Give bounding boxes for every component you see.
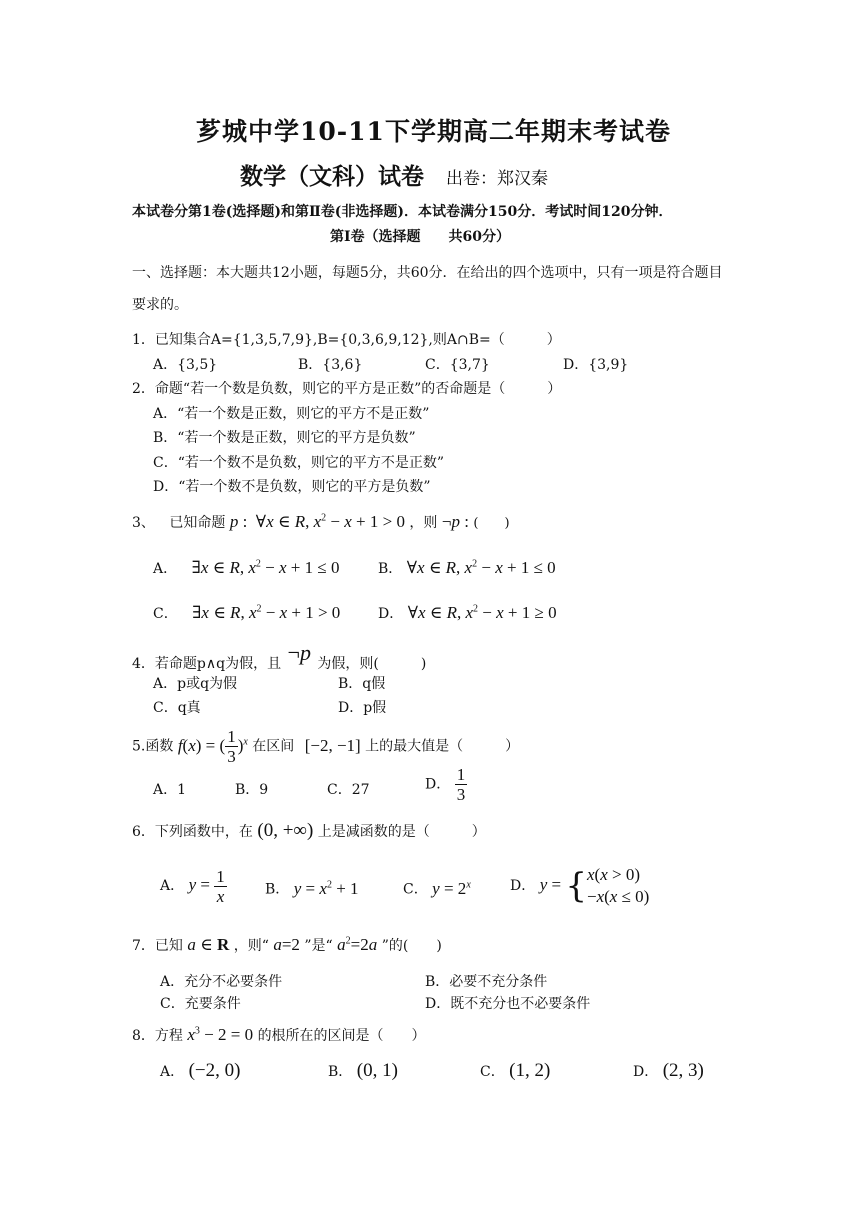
q8-stem-2: 的根所在的区间是（ ） (257, 1028, 426, 1044)
q6-option-b (265, 858, 359, 917)
q3-math-notp: ¬p : (441, 512, 469, 531)
q6-option-d-math: y = {x(x > 0) −x(x ≤ 0) (539, 865, 650, 907)
q1-option-b: B．{3,6} (298, 357, 363, 373)
q6-option-c-math: $y = 2^x$ (432, 878, 471, 898)
q6-interval: (0, +∞) (257, 820, 314, 841)
q2-option-c: C．“若一个数不是负数，则它的平方不是正数” (153, 455, 445, 471)
exam-title: 芗城中学10-11下学期高二年期末考试卷 (196, 117, 671, 146)
q8-stem-1: 8．方程 (132, 1028, 183, 1044)
q1-option-d: D．{3,9} (563, 357, 629, 373)
q5-option-c: C．27 (327, 782, 370, 798)
q4-option-c: C．q真 (153, 700, 201, 716)
q5-option-d-label: D． (425, 776, 451, 793)
q1-stem: 1．已知集合A={1,3,5,7,9},B={0,3,6,9,12},则A∩B=（ ） (132, 332, 561, 348)
q4-not-p: ¬p (287, 640, 311, 665)
q5-function: f(x) = ( $\frac{1}{3}$ )$^x$ (177, 727, 248, 767)
q2-stem: 2．命题“若一个数是负数，则它的平方是正数”的否命题是（ ） (132, 381, 562, 397)
q3-option-b (378, 558, 556, 578)
q8-option-b-math: (0, 1) (356, 1060, 398, 1081)
q3-option-d-math: ∀x ∈ R, $x^2 - x + 1 \ge 0$ (407, 603, 557, 622)
q8-option-b-label: B． (328, 1064, 353, 1080)
q2-option-b: B．“若一个数是正数，则它的平方是负数” (153, 430, 416, 446)
q2-option-a: A．“若一个数是正数，则它的平方不是正数” (153, 406, 430, 422)
q8-option-a-label: A． (160, 1064, 185, 1080)
q7-stem-4: ”的( ) (381, 938, 442, 954)
q6-option-a (160, 858, 227, 913)
q3-option-a-math: ∃x ∈ R, $x^2 - x + 1 \le 0$ (191, 558, 340, 577)
author-label: 出卷：郑汉秦 (446, 169, 549, 189)
q5-number: 5.函数 (132, 738, 174, 755)
q3-option-a (153, 558, 339, 578)
q3-number: 3、 (132, 515, 155, 531)
q6-option-b-label: B． (265, 881, 290, 898)
q3-text-2: ，则 (409, 515, 438, 531)
q8-equation: $x^3 - 2 = 0$ (187, 1025, 254, 1044)
q5-option-a: A．1 (153, 782, 187, 798)
q1-option-a: A．{3,5} (153, 357, 218, 373)
q6-option-d-label: D． (510, 878, 536, 894)
q4-stem (132, 640, 427, 674)
q4-stem-a: 4．若命题p∧q为假，且 (132, 656, 282, 672)
q6-stem-a: 6．下列函数中，在 (132, 824, 253, 840)
q8-option-a-math: (−2, 0) (188, 1060, 241, 1081)
q3-stem (132, 512, 510, 532)
q7-option-d: D．既不充分也不必要条件 (425, 996, 591, 1012)
q7-stem-3: ”是“ (304, 938, 333, 954)
q2-option-d: D．“若一个数不是负数，则它的平方是负数” (153, 479, 431, 495)
q8-stem (132, 1025, 426, 1045)
q3-option-c-label: C． (153, 606, 178, 622)
subtitle-text: 数学（文科）试卷 (240, 163, 424, 190)
q8-option-d (633, 1060, 704, 1082)
q7-stem-1: 7．已知 (132, 938, 183, 954)
q6-option-c-label: C． (403, 881, 428, 898)
q7-stem (132, 935, 442, 955)
q3-text-1: 已知命题 (169, 515, 226, 531)
instructions-line-2: 要求的。 (132, 297, 188, 313)
q5-tail: 上的最大值是（ ） (365, 738, 520, 755)
q3-option-c-math: ∃x ∈ R, $x^2 - x + 1 > 0$ (192, 603, 341, 622)
q3-option-d (378, 603, 557, 623)
q7-option-c: C．充要条件 (160, 996, 241, 1012)
q7-math-3: $a^2=2a$ (337, 935, 378, 954)
q7-math-1: a ∈ R (187, 935, 230, 954)
q6-option-a-label: A． (160, 878, 185, 894)
q8-option-c (480, 1060, 550, 1082)
q4-option-b: B．q假 (338, 676, 386, 692)
q7-stem-2: ，则“ (233, 938, 269, 954)
q3-option-c (153, 603, 340, 623)
q4-option-d: D．p假 (338, 700, 387, 716)
q7-math-2: a=2 (273, 935, 300, 954)
q8-option-d-math: (2, 3) (662, 1060, 704, 1081)
q5-option-b: B．9 (235, 782, 269, 798)
q1-option-c: C．{3,7} (425, 357, 490, 373)
q6-option-c (403, 858, 471, 917)
q5-interval: [−2, −1] (304, 735, 361, 755)
q6-stem (132, 820, 486, 842)
q6-option-d (510, 858, 649, 913)
q7-option-b: B．必要不充分条件 (425, 974, 548, 990)
q8-option-c-math: (1, 2) (509, 1060, 551, 1081)
section-heading: 第Ⅰ卷（选择题 共60分） (330, 229, 511, 245)
q3-option-b-math: ∀x ∈ R, $x^2 - x + 1 \le 0$ (406, 558, 556, 577)
exam-notice: 本试卷分第1卷(选择题)和第Ⅱ卷(非选择题)．本试卷满分150分．考试时间120分钟． (132, 204, 673, 220)
instructions-line-1: 一、选择题：本大题共12小题，每题5分，共60分．在给出的四个选项中，只有一项是符合题目 (132, 265, 723, 281)
q8-option-c-label: C． (480, 1064, 505, 1080)
q8-option-b (328, 1060, 398, 1082)
q5-option-d-fraction: $\frac{1}{3}$ (456, 765, 466, 804)
exam-subtitle (240, 158, 548, 191)
q3-option-b-label: B． (378, 561, 403, 577)
q6-stem-b: 上是减函数的是（ ） (317, 824, 486, 840)
q7-option-a: A．充分不必要条件 (160, 974, 283, 990)
q3-math-p: p : ∀x ∈ R, $x^2 - x + 1 > 0$ (229, 512, 405, 531)
q3-option-a-label: A． (153, 561, 178, 577)
q3-paren: ( ) (473, 516, 510, 531)
q3-option-d-label: D． (378, 606, 404, 622)
q8-option-d-label: D． (633, 1064, 659, 1080)
q6-option-a-math: y = $\frac{1}{x}$ (188, 866, 225, 906)
q8-option-a (160, 1060, 240, 1082)
q6-option-b-math: $y = x^2 + 1$ (293, 878, 359, 898)
q5-option-d (425, 766, 467, 803)
q4-option-a: A．p或q为假 (153, 676, 238, 692)
q4-stem-b: 为假，则( ) (317, 656, 427, 672)
q5-mid: 在区间 (252, 738, 295, 755)
q5-stem (132, 722, 519, 767)
